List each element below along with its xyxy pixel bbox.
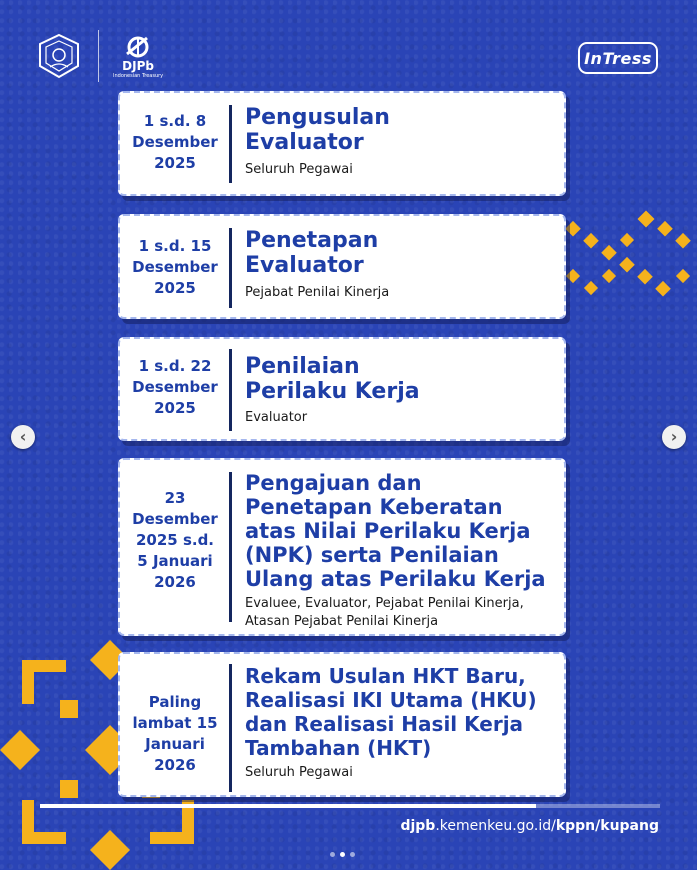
card-title: Pengusulan Evaluator [245, 105, 390, 155]
timeline-card [118, 458, 566, 636]
pagination-dot[interactable] [350, 852, 355, 857]
card-subtitle: Pejabat Penilai Kinerja [245, 285, 390, 300]
card-subtitle: Evaluee, Evaluator, Pejabat Penilai Kinerja, Atasan Pejabat Penilai Kinerja [245, 596, 524, 629]
card-date: 23 Desember 2025 s.d. 5 Januari 2026 [132, 489, 218, 591]
card-divider [229, 228, 232, 308]
kemenkeu-emblem-icon [36, 33, 82, 79]
card-subtitle: Seluruh Pegawai [245, 765, 353, 780]
timeline-card [118, 214, 566, 319]
chevron-left-icon: ‹ [19, 427, 27, 446]
pagination-dot[interactable] [330, 852, 335, 857]
card-title: Penilaian Perilaku Kerja [245, 354, 420, 404]
timeline-card [118, 91, 566, 196]
card-subtitle: Seluruh Pegawai [245, 162, 353, 177]
timeline-card [118, 337, 566, 441]
logo-divider [98, 30, 99, 82]
djpb-logo [113, 34, 163, 79]
card-divider [229, 472, 232, 622]
djpb-mark-icon [123, 34, 153, 60]
card-subtitle: Evaluator [245, 410, 308, 425]
pagination-dot[interactable] [340, 852, 345, 857]
intress-logo: InTress [578, 42, 658, 74]
batik-pattern-right-icon [560, 205, 697, 315]
djpb-name: DJPb [122, 58, 154, 73]
card-date: 1 s.d. 15 Desember 2025 [132, 237, 218, 297]
card-title: Rekam Usulan HKT Baru, Realisasi IKI Utama (HKU) dan Realisasi Hasil Kerja Tambahan (HKT) [245, 664, 537, 760]
djpb-subtitle: Indonesian Treasury [113, 72, 164, 79]
footer-url: djpb.kemenkeu.go.id/kppn/kupang [400, 818, 659, 834]
timeline-card [118, 652, 566, 797]
chevron-right-icon: › [670, 427, 678, 446]
card-date: 1 s.d. 22 Desember 2025 [132, 357, 218, 417]
header-logos [36, 30, 163, 82]
card-date: 1 s.d. 8 Desember 2025 [132, 112, 218, 172]
prev-slide-button[interactable] [11, 425, 35, 449]
next-slide-button[interactable] [662, 425, 686, 449]
progress-track [40, 804, 660, 808]
card-title: Penetapan Evaluator [245, 228, 379, 278]
progress-fill [40, 804, 536, 808]
card-date: Paling lambat 15 Januari 2026 [132, 693, 218, 774]
card-divider [229, 664, 232, 792]
card-divider [229, 349, 232, 431]
card-divider [229, 105, 232, 183]
card-title: Pengajuan dan Penetapan Keberatan atas Nilai Perilaku Kerja (NPK) serta Penilaian Ulang atas Perilaku Kerja [245, 471, 546, 591]
carousel-pagination [330, 852, 355, 857]
